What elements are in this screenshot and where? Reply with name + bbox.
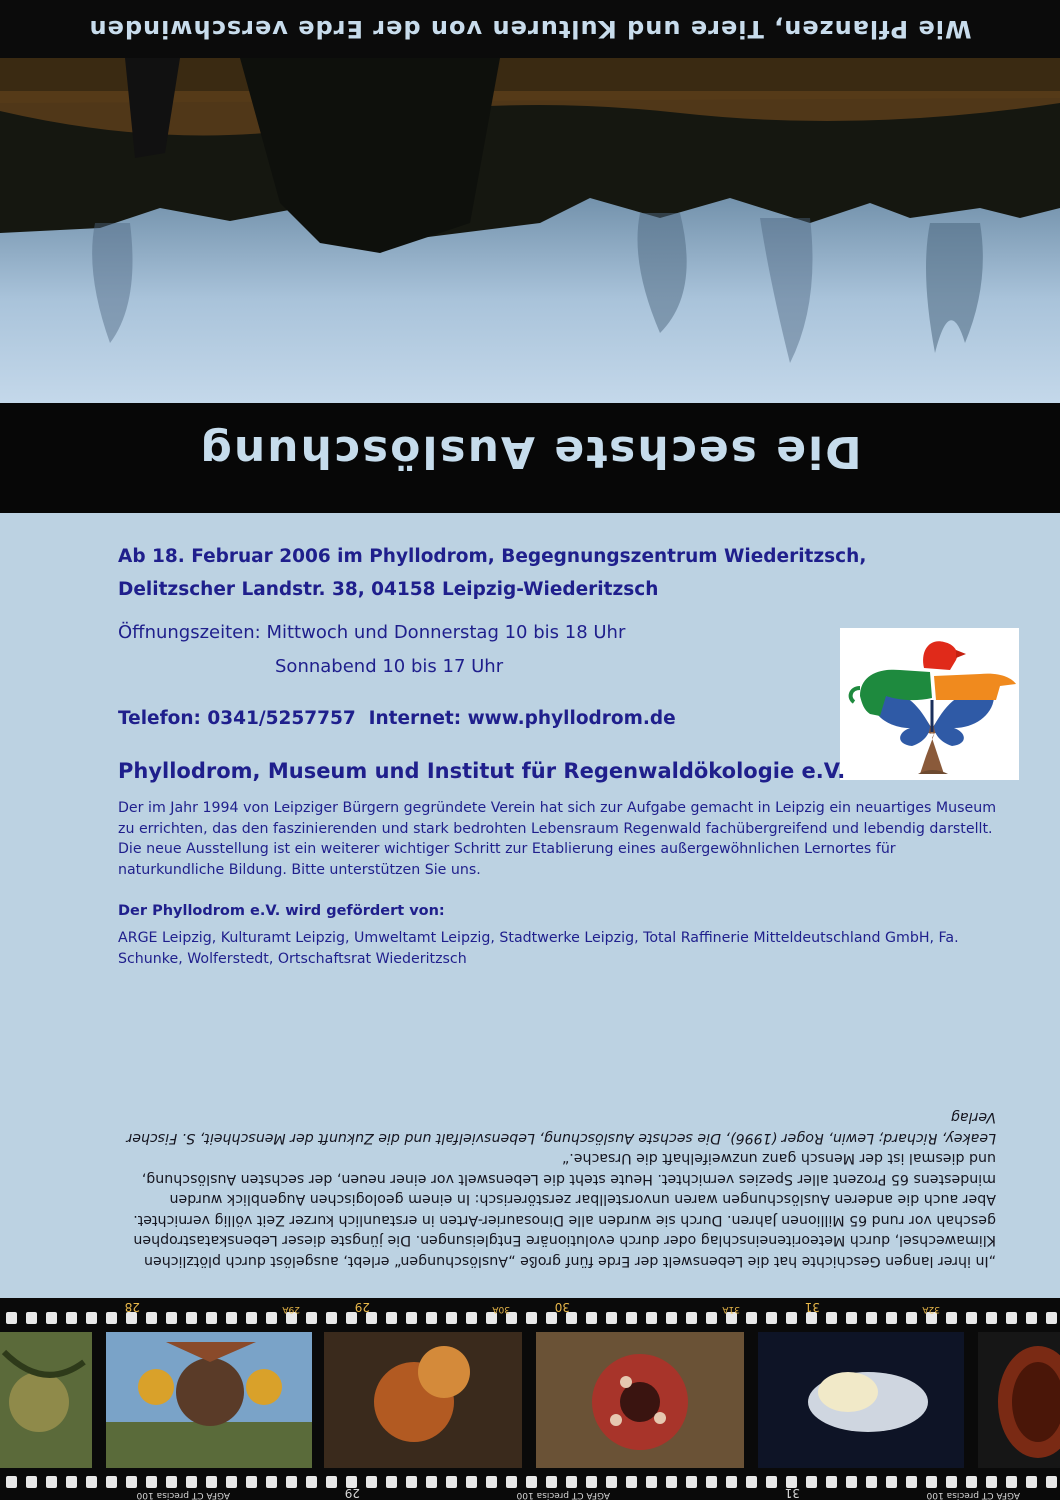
frame-number: 29 <box>354 1300 370 1314</box>
sponsors-list: ARGE Leipzig, Kulturamt Leipzig, Umweltamt Leipzig, Stadtwerke Leipzig, Total Raffinerie Mitteldeutschland GmbH, Fa. Schunke, Wolferstedt, Ortschaftsrat Wiederitzsch <box>118 930 959 967</box>
film-frame-rafflesia <box>536 1332 744 1468</box>
film-frame-orangutan <box>324 1332 522 1468</box>
rainforest-photo <box>0 58 1060 403</box>
event-date-location: Ab 18. Februar 2006 im Phyllodrom, Begegnungszentrum Wiederitzsch, <box>118 546 867 567</box>
film-edge-bottom <box>0 1484 1060 1500</box>
film-strip <box>0 1298 1060 1500</box>
film-brand: AGFA CT precisa 100 <box>926 1490 1020 1500</box>
film-frame-person <box>106 1332 312 1468</box>
leakey-quote <box>118 1046 996 1271</box>
phyllodrom-logo <box>840 628 1019 780</box>
title-band <box>0 403 1060 513</box>
subtitle-band <box>0 0 1060 58</box>
frame-number: 30 <box>554 1300 570 1314</box>
opening-hours-weekdays: Öffnungszeiten: Mittwoch und Donnerstag 10 bis 18 Uhr <box>118 622 626 643</box>
film-brand: AGFA CT precisa 100 <box>136 1490 230 1500</box>
frame-label: 29A <box>282 1304 300 1314</box>
frame-number: 29 <box>344 1486 360 1500</box>
quote-source: Leakey, Richard; Lewin, Roger (1996), Die sechste Auslöschung, Lebensvielfalt und die Zukunft der Menschheit, S. Fischer Verlag <box>126 1109 996 1146</box>
poster-title: Die sechste Auslöschung <box>198 426 862 477</box>
film-frame-fire <box>758 1332 964 1468</box>
sponsors-heading: Der Phyllodrom e.V. wird gefördert von: <box>118 903 445 919</box>
poster-subtitle: Wie Pflanzen, Tiere und Kulturen von der Erde verschwinden <box>88 15 972 43</box>
frame-label: 31A <box>722 1304 740 1314</box>
frame-number: 31 <box>784 1486 800 1500</box>
film-brand: AGFA CT precisa 100 <box>516 1490 610 1500</box>
frame-number: 31 <box>804 1300 820 1314</box>
frame-label: 32A <box>922 1304 940 1314</box>
film-edge-top <box>0 1298 1060 1314</box>
film-frame-moss <box>0 1332 92 1468</box>
organization-title: Phyllodrom, Museum und Institut für Regenwaldökologie e.V. <box>118 759 846 783</box>
organization-description: Der im Jahr 1994 von Leipziger Bürgern gegründete Verein hat sich zur Aufgabe gemacht in Leipzig ein neuartiges Museum zu errichten, das den faszinierenden und stark bedrohten Lebensraum Regenwald fachübergreifend und lebendig darstellt. Die neue Ausstellung ist ein weiterer wichtiger Schritt zur Etablierung eines außergewöhnlichen Lernortes für naturkundliche Bildung. Bitte unterstützen Sie uns. <box>118 800 997 878</box>
frame-number: 28 <box>124 1300 140 1314</box>
quote-text: „In ihrer langen Geschichte hat die Lebenswelt der Erde fünf große „Auslöschungen“ erlebt, ausgelöst durch plötzlichen Klimawechsel, durch Meteoriteneinschlag oder durch evolutionäre Entgleisungen. Die jüngste dieser Lebenskatastrophen geschah vor rund 65 Millionen Jahren. Durch sie wurden alle Dinosaurier-Arten in erstaunlich kurzer Zeit völlig vernichtet. Aber auch die anderen Auslöschungen waren unvorstellbar zerstörerisch: In einem geologischen Augenblick wurden mindestens 65 Prozent aller Spezies vernichtet. Heute steht die Lebenswelt vor einer neuen, der sechsten Auslöschung, und diesmal ist der Mensch ganz unzweifelhaft die Ursache.“ <box>133 1150 996 1269</box>
opening-hours-saturday: Sonnabend 10 bis 17 Uhr <box>275 656 504 677</box>
event-address: Delitzscher Landstr. 38, 04158 Leipzig-Wiederitzsch <box>118 579 659 600</box>
frame-label: 30A <box>492 1304 510 1314</box>
contact-info: Telefon: 0341/5257757 Internet: www.phyllodrom.de <box>118 708 676 729</box>
film-frame-seed <box>978 1332 1060 1468</box>
